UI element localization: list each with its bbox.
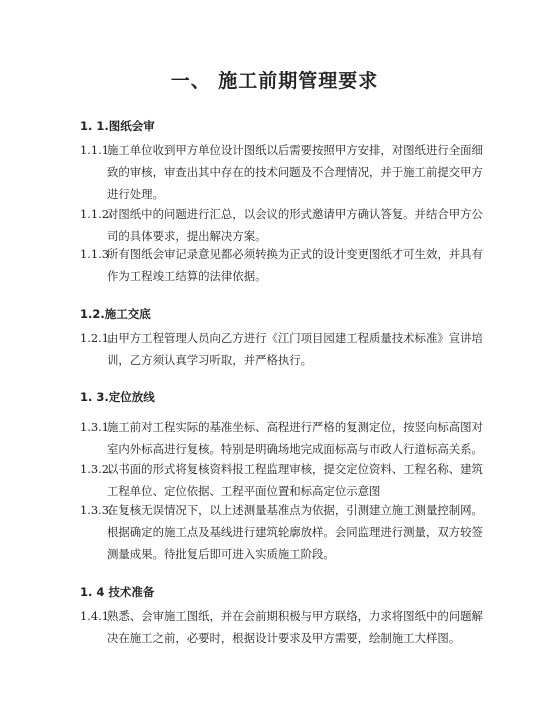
item-number: 1.3.3.	[80, 503, 113, 517]
section-heading-1-2: 1.2.施工交底	[80, 307, 151, 321]
list-item-1-3-1	[80, 416, 483, 460]
section-heading-1-3: 1. 3.定位放线	[80, 390, 155, 404]
text-line: 决在施工之前，必要时，根据设计要求及甲方需要，绘制施工大样图。	[107, 631, 461, 645]
text-line: 所有图纸会审记录意见都必须转换为正式的设计变更图纸才可生效，并具有	[107, 247, 483, 261]
list-item-1-4-1	[80, 605, 483, 649]
text-line: 致的审核，审查出其中存在的技术问题及不合理情况，并于施工前提交甲方	[107, 165, 483, 179]
text-line: 训，乙方须认真学习听取，并严格执行。	[107, 353, 313, 367]
item-text	[107, 499, 483, 565]
item-number: 1.1.3.	[80, 247, 113, 261]
item-number: 1.1.1.	[80, 143, 113, 157]
item-number: 1.3.2.	[80, 462, 113, 476]
text-line: 测量成果。待批复后即可进入实质施工阶段。	[107, 547, 335, 561]
section-heading-1-4: 1. 4 技术准备	[80, 585, 155, 599]
item-text	[107, 605, 483, 649]
list-item-1-1-1	[80, 139, 483, 205]
list-item-1-2-1	[80, 327, 483, 371]
item-text	[107, 139, 483, 205]
text-line: 施工单位收到甲方单位设计图纸以后需要按照甲方安排，对图纸进行全面细	[107, 143, 483, 157]
list-item-1-1-2	[80, 203, 483, 247]
text-line: 由甲方工程管理人员向乙方进行《江门项目园建工程质量技术标准》宣讲培	[107, 331, 483, 345]
list-item-1-3-2	[80, 458, 483, 502]
text-line: 作为工程竣工结算的法律依据。	[107, 269, 267, 283]
item-text	[107, 416, 483, 460]
text-line: 工程单位、定位依据、工程平面位置和标高定位示意图	[107, 484, 381, 498]
text-line: 在复核无误情况下，以上述测量基准点为依据，引测建立施工测量控制网。	[107, 503, 483, 517]
item-number: 1.2.1.	[80, 331, 113, 345]
text-line: 以书面的形式将复核资料报工程监理审核，提交定位资料、工程名称、建筑	[107, 462, 483, 476]
page-title: 一、 施工前期管理要求	[170, 70, 379, 92]
item-number: 1.4.1	[80, 609, 109, 623]
list-item-1-3-3	[80, 499, 483, 565]
text-line: 对图纸中的问题进行汇总，以会议的形式邀请甲方确认答复。并结合甲方公	[107, 207, 483, 221]
text-line: 根据确定的施工点及基线进行建筑轮廓放样。会同监理进行测量，双方较签	[107, 525, 483, 539]
item-text	[107, 327, 483, 371]
text-line: 施工前对工程实际的基准坐标、高程进行严格的复测定位，按竖向标高图对	[107, 420, 483, 434]
item-number: 1.3.1.	[80, 420, 113, 434]
item-text	[107, 243, 483, 287]
item-number: 1.1.2.	[80, 207, 113, 221]
text-line: 司的具体要求，提出解决方案。	[107, 229, 267, 243]
item-text	[107, 458, 483, 502]
text-line: 进行处理。	[107, 187, 164, 201]
list-item-1-1-3	[80, 243, 483, 287]
section-heading-1-1: 1. 1.图纸会审	[80, 119, 155, 133]
text-line: 熟悉、会审施工图纸，并在会前期积极与甲方联络，力求将图纸中的问题解	[107, 609, 483, 623]
text-line: 室内外标高进行复核。特别是明确场地完成面标高与市政人行道标高关系。	[107, 442, 483, 456]
item-text	[107, 203, 483, 247]
